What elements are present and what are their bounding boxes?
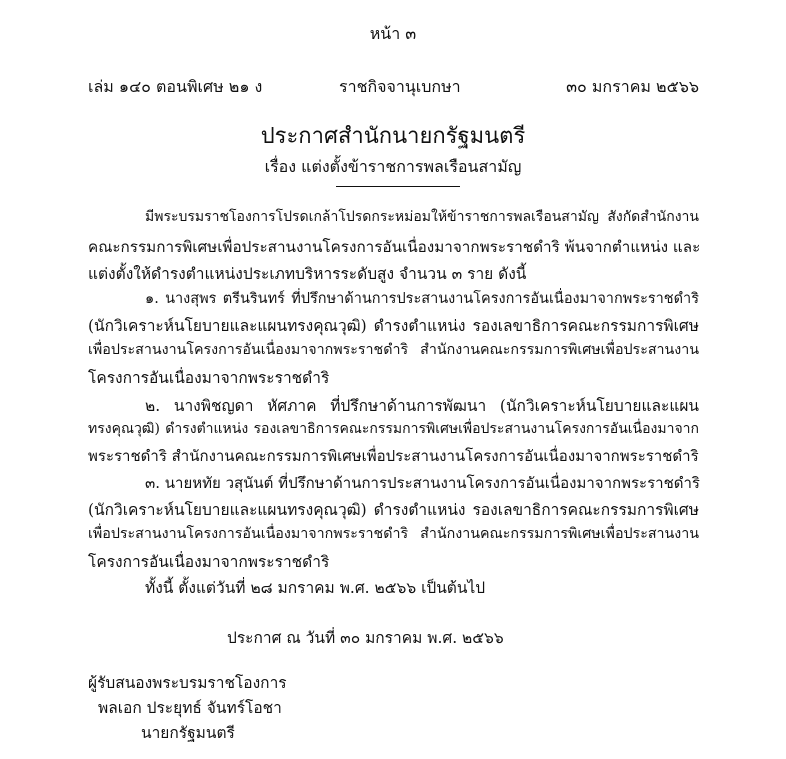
signatory-name: พลเอก ประยุทธ์ จันทร์โอชา (98, 699, 282, 717)
item-3-line: ๓. นายหทัย วสุนันต์ ที่ปรึกษาด้านการประสานงานโครงการอันเนื่องมาจากพระราชดำริ (145, 474, 700, 492)
title-divider (336, 186, 460, 187)
effective-date: ทั้งนี้ ตั้งแต่วันที่ ๒๘ มกราคม พ.ศ. ๒๕๖๖ เป็นต้นไป (145, 579, 486, 597)
item-3-line: (นักวิเคราะห์นโยบายและแผนทรงคุณวุฒิ) ดำรงตำแหน่ง รองเลขาธิการคณะกรรมการพิเศษ (88, 501, 699, 519)
volume-info: เล่ม ๑๔๐ ตอนพิเศษ ๒๑ ง (88, 77, 263, 96)
item-1-line: โครงการอันเนื่องมาจากพระราชดำริ (88, 369, 330, 387)
page-number: หน้า ๓ (369, 24, 417, 43)
publication-date: ๓๐ มกราคม ๒๕๖๖ (566, 77, 699, 96)
item-1-line: (นักวิเคราะห์นโยบายและแผนทรงคุณวุฒิ) ดำรงตำแหน่ง รองเลขาธิการคณะกรรมการพิเศษ (88, 317, 699, 335)
item-1-line: เพื่อประสานงานโครงการอันเนื่องมาจากพระราชดำริ สำนักงานคณะกรรมการพิเศษเพื่อประสานงาน (88, 342, 699, 358)
item-1-line: ๑. นางสุพร ตรีนรินทร์ ที่ปรึกษาด้านการประสานงานโครงการอันเนื่องมาจากพระราชดำริ (145, 291, 699, 307)
announcement-date: ประกาศ ณ วันที่ ๓๐ มกราคม พ.ศ. ๒๕๖๖ (227, 629, 504, 647)
gazette-header (88, 75, 699, 99)
item-2-line: ทรงคุณวุฒิ) ดำรงตำแหน่ง รองเลขาธิการคณะกรรมการพิเศษเพื่อประสานงานโครงการอันเนื่องมาจาก (88, 421, 699, 437)
item-3-line: โครงการอันเนื่องมาจากพระราชดำริ (88, 553, 330, 571)
countersign-label: ผู้รับสนองพระบรมราชโองการ (88, 674, 287, 692)
publication-name: ราชกิจจานุเบกษา (339, 77, 461, 96)
document-subject: เรื่อง แต่งตั้งข้าราชการพลเรือนสามัญ (264, 157, 522, 176)
intro-line: แต่งตั้งให้ดำรงตำแหน่งประเภทบริหารระดับสูง จำนวน ๓ ราย ดังนี้ (88, 265, 527, 283)
item-3-line: เพื่อประสานงานโครงการอันเนื่องมาจากพระราชดำริ สำนักงานคณะกรรมการพิเศษเพื่อประสานงาน (88, 526, 699, 542)
intro-line: คณะกรรมการพิเศษเพื่อประสานงานโครงการอันเนื่องมาจากพระราชดำริ พ้นจากตำแหน่ง และ (88, 238, 701, 256)
signatory-position: นายกรัฐมนตรี (141, 724, 235, 742)
intro-line: มีพระบรมราชโองการโปรดเกล้าโปรดกระหม่อมให้ข้าราชการพลเรือนสามัญ สังกัดสำนักงาน (145, 209, 699, 225)
document-title: ประกาศสำนักนายกรัฐมนตรี (260, 124, 526, 149)
item-2-line: ๒. นางพิชญดา หัศภาค ที่ปรึกษาด้านการพัฒนา (นักวิเคราะห์นโยบายและแผน (145, 397, 699, 415)
item-2-line: พระราชดำริ สำนักงานคณะกรรมการพิเศษเพื่อประสานงานโครงการอันเนื่องมาจากพระราชดำริ (88, 447, 699, 465)
